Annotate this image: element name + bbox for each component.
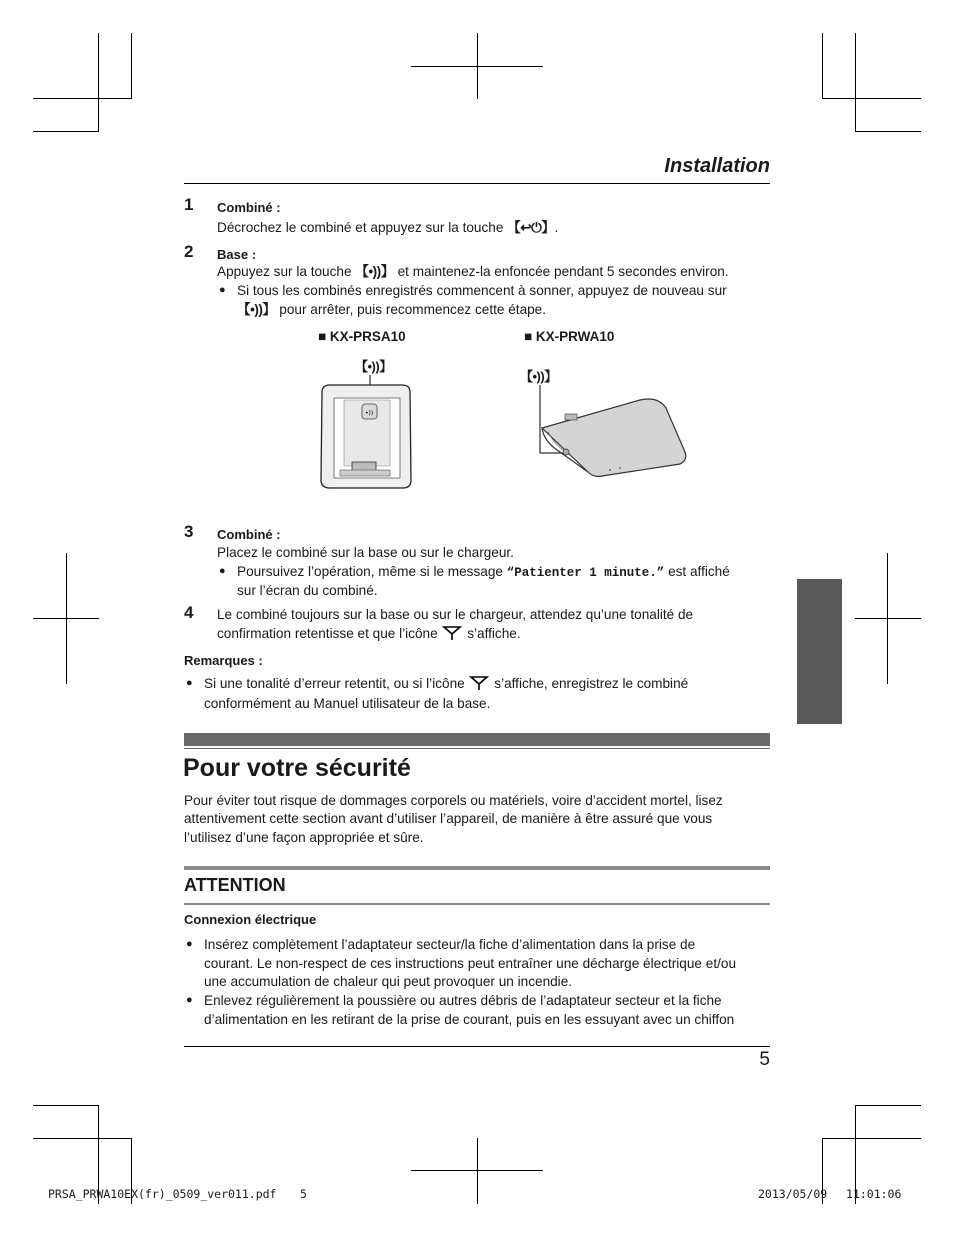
figure-right-label: ■ KX-PRWA10: [524, 329, 615, 344]
remarks-line1-b: s’affiche, enregistrez le combiné: [494, 676, 689, 691]
step-3-text: Placez le combiné sur la base ou sur le chargeur.: [217, 545, 514, 560]
step-2-bullet-line2-text: pour arrêter, puis recommencez cette étape.: [279, 302, 547, 317]
security-intro-3: l’utilisez d’une façon appropriée et sûre.: [184, 830, 424, 845]
step-3-bullet-line1: [237, 562, 730, 583]
step-3-bullet-a: Poursuivez l’opération, même si le message: [237, 564, 503, 579]
locator-key-icon: 【•))】: [355, 264, 394, 279]
step-1-number: 1: [184, 195, 194, 214]
svg-text:•)): •)): [365, 410, 374, 417]
security-intro-1: Pour éviter tout risque de dommages corporels ou matériels, voire d’accident mortel, lisez: [184, 793, 723, 808]
attention-bottom-rule: [184, 903, 770, 905]
attention-bullet-2-line1: Enlevez régulièrement la poussière ou autres débris de l’adaptateur secteur et la fiche: [204, 993, 722, 1008]
bullet-icon: ●: [186, 994, 193, 1006]
step-4-line2: [217, 624, 521, 643]
print-time: 11:01:06: [846, 1187, 902, 1201]
footer-rule: [184, 1046, 770, 1047]
security-intro-2: attentivement cette section avant d’utiliser l’appareil, de manière à être assuré que vous: [184, 811, 713, 826]
step-3-bullet-b: est affiché: [668, 564, 730, 579]
bullet-icon: ●: [186, 938, 193, 950]
side-tab: [797, 579, 842, 724]
display-message: “Patienter 1 minute.”: [506, 566, 665, 580]
step-2-text-a: Appuyez sur la touche: [217, 264, 352, 279]
bullet-icon: ●: [219, 565, 226, 577]
charger-illustration: [520, 380, 695, 485]
off-hook-power-key-icon: 【↩⏻】: [507, 220, 555, 235]
step-1-title: Combiné :: [217, 200, 281, 215]
step-4-line1: Le combiné toujours sur la base ou sur le chargeur, attendez qu’une tonalité de: [217, 607, 694, 622]
attention-bullet-1-line2: courant. Le non-respect de ces instructions peut entraîner une décharge électrique et/ou: [204, 956, 737, 971]
step-2-text-b: et maintenez-la enfoncée pendant 5 secondes environ.: [397, 264, 729, 279]
print-date: 2013/05/09: [758, 1187, 828, 1201]
attention-bullet-1-line1: Insérez complètement l’adaptateur secteur/la fiche d’alimentation dans la prise de: [204, 937, 696, 952]
figure-right-key: 【•))】: [520, 369, 557, 384]
bullet-icon: ●: [186, 677, 193, 689]
section-title: Installation: [664, 155, 770, 177]
section-divider-line: [184, 748, 770, 749]
page-number: 5: [759, 1049, 770, 1070]
antenna-no-signal-icon: [470, 676, 488, 690]
step-1-end: .: [554, 220, 559, 235]
step-4-number: 4: [184, 603, 194, 622]
page-title: Pour votre sécurité: [183, 754, 411, 782]
print-page: 5: [300, 1187, 307, 1201]
step-2-number: 2: [184, 242, 194, 261]
remarks-line1: [204, 674, 688, 693]
remarks-title: Remarques :: [184, 653, 263, 668]
print-filename: PRSA_PRWA10EX(fr)_0509_ver011.pdf: [48, 1187, 277, 1201]
section-divider-bar: [184, 733, 770, 746]
step-4-line2-a: confirmation retentisse et que l’icône: [217, 626, 438, 641]
locator-key-icon: 【•))】: [237, 302, 276, 317]
step-2-bullet-line2: [237, 300, 546, 319]
step-3-bullet-line2: sur l’écran du combiné.: [237, 583, 378, 598]
figure-left-key: 【•))】: [355, 359, 392, 374]
step-4-line2-b: s’affiche.: [467, 626, 521, 641]
step-2-text: [217, 262, 729, 281]
base-unit-illustration: [310, 370, 420, 495]
step-1-instruction: Décrochez le combiné et appuyez sur la touche: [217, 220, 504, 235]
step-3-title: Combiné :: [217, 527, 281, 542]
attention-top-rule: [184, 866, 770, 870]
attention-bullet-2-line2: d’alimentation en les retirant de la prise de courant, puis en les essuyant avec un chiffon: [204, 1012, 735, 1027]
attention-bullet-1-line3: une accumulation de chaleur qui peut provoquer un incendie.: [204, 974, 573, 989]
step-1-text: [217, 218, 558, 237]
step-2-bullet-line1: Si tous les combinés enregistrés commencent à sonner, appuyez de nouveau sur: [237, 283, 727, 298]
figure-left-label: ■ KX-PRSA10: [318, 329, 406, 344]
remarks-line2: conformément au Manuel utilisateur de la base.: [204, 696, 491, 711]
antenna-no-signal-icon: [443, 626, 461, 640]
attention-title: ATTENTION: [184, 875, 286, 895]
bullet-icon: ●: [219, 284, 226, 296]
step-2-title: Base :: [217, 247, 257, 262]
attention-subtitle: Connexion électrique: [184, 912, 317, 927]
header-rule: [184, 183, 770, 184]
step-3-number: 3: [184, 522, 194, 541]
remarks-line1-a: Si une tonalité d’erreur retentit, ou si l’icône: [204, 676, 465, 691]
